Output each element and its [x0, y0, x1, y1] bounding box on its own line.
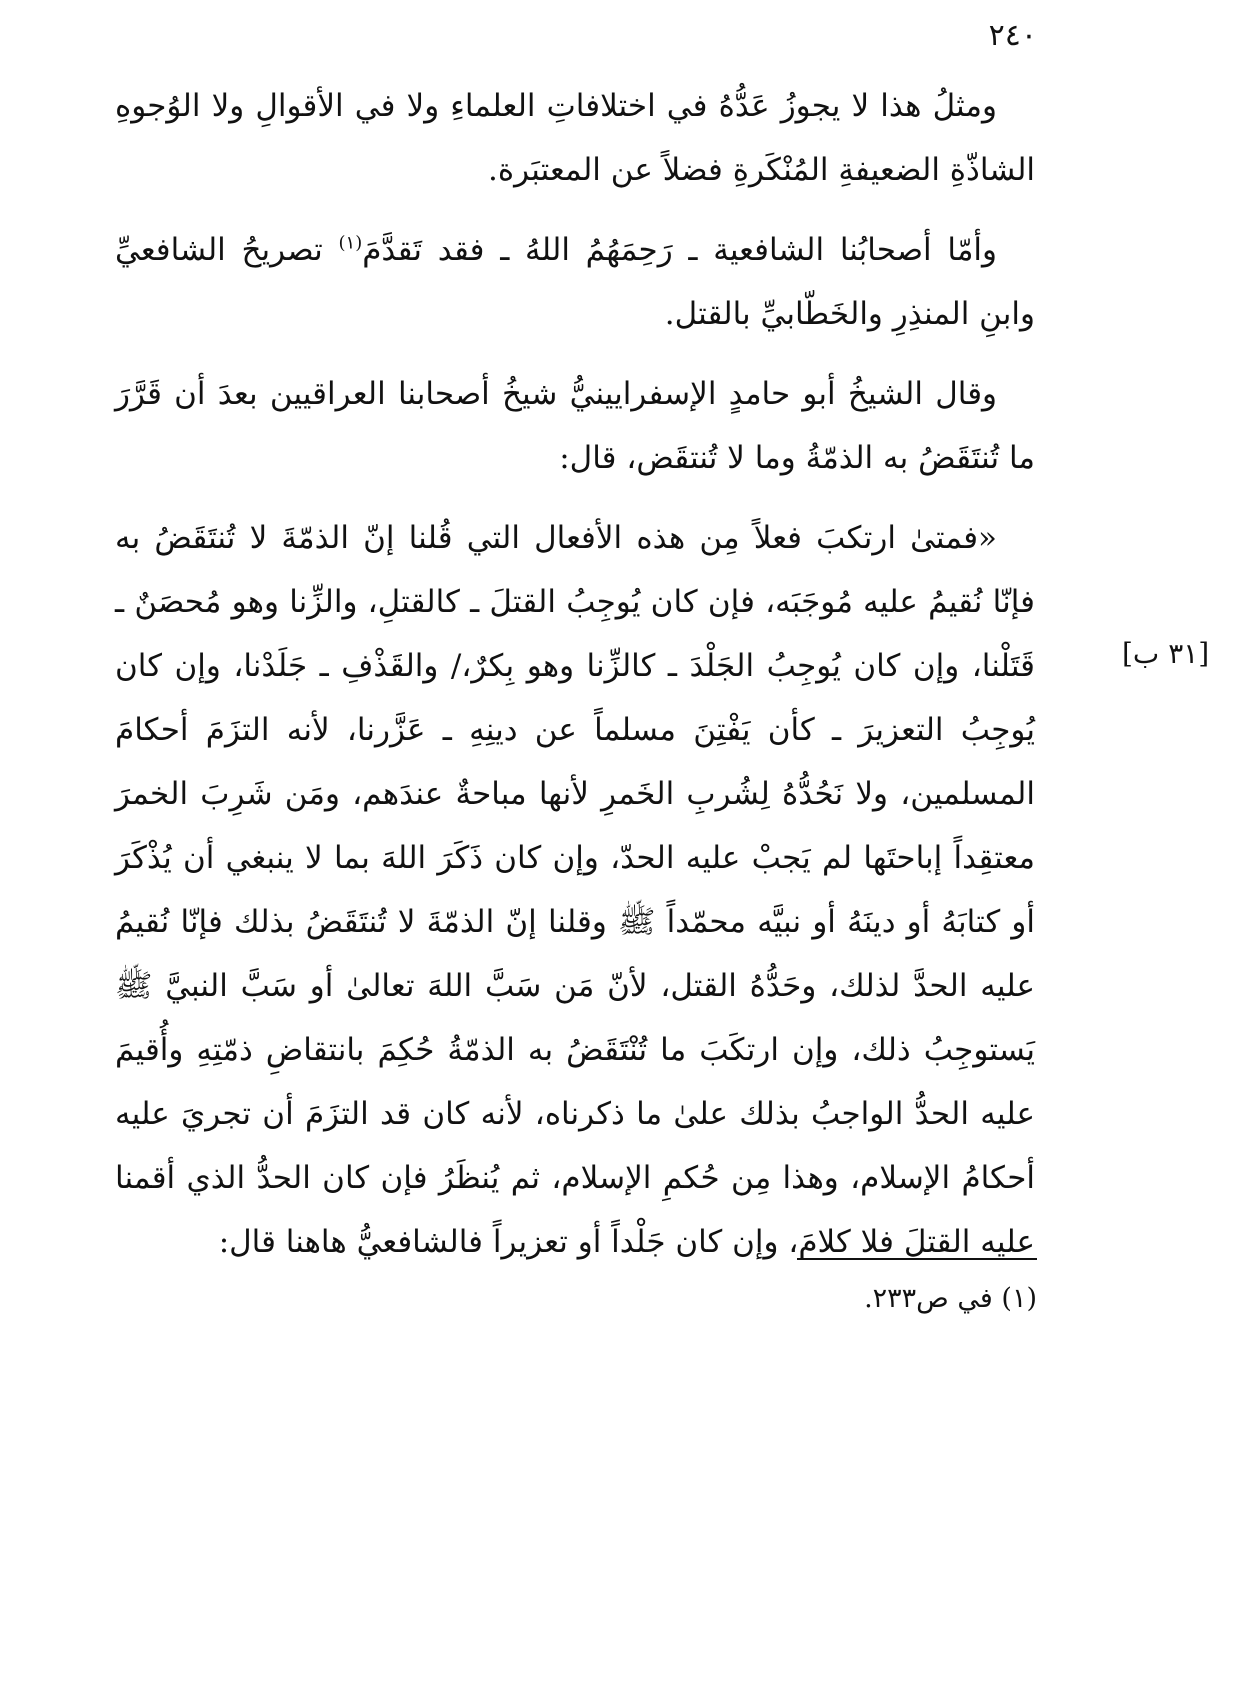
paragraph-text-part: تصريحُ الشافعيِّ وابنِ المنذِرِ والخَطّابيِّ بالقتل.	[115, 232, 1035, 332]
paragraph-text: «فمتىٰ ارتكبَ فعلاً مِن هذه الأفعال التي قُلنا إنّ الذمّةَ لا تُنتَقَضُ به فإنّا نُقيمُ عليه مُوجَبَه، فإن كان يُوجِبُ القتلَ ـ كالقتلِ، والزِّنا وهو مُحصَنٌ ـ قَتَلْنا، وإن كان يُوجِبُ الجَلْدَ ـ كالزِّنا وهو بِكرٌ،/ والقَذْفِ ـ جَلَدْنا، وإن كان يُوجِبُ التعزيرَ ـ كأن يَفْتِنَ مسلماً عن دينِهِ ـ عَزَّرنا، لأنه التزَمَ أحكامَ المسلمين، ولا نَحُدُّهُ لِشُربِ الخَمرِ لأنها مباحةٌ عندَهم، ومَن شَرِبَ الخمرَ معتقِداً إباحتَها لم يَجبْ عليه الحدّ، وإن كان ذَكَرَ اللهَ بما لا ينبغي أن يُذْكَرَ أو كتابَهُ أو دينَهُ أو نبيَّه محمّداً ﷺ وقلنا إنّ الذمّةَ لا تُنتَقَضُ بذلك فإنّا نُقيمُ عليه الحدَّ لذلك، وحَدُّهُ القتل، لأنّ مَن سَبَّ اللهَ تعالىٰ أو سَبَّ النبيَّ ﷺ يَستوجِبُ ذلك، وإن ارتكَبَ ما تُنْتَقَضُ به الذمّةُ حُكِمَ بانتقاضِ ذمّتِهِ وأُقيمَ عليه الحدُّ الواجبُ بذلك علىٰ ما ذكرناه، لأنه كان قد التزَمَ أن تجريَ عليه أحكامُ الإسلام، وهذا مِن حُكمِ الإسلام، ثم يُنظَرُ فإن كان الحدُّ الذي أقمنا عليه القتلَ فلا كلامَ، وإن كان جَلْداً أو تعزيراً فالشافعيُّ هاهنا قال:	[115, 520, 1035, 1260]
paragraph-text-part: وأمّا أصحابُنا الشافعية ـ رَحِمَهُمُ اللهُ ـ فقد تَقدَّمَ	[362, 232, 998, 268]
page-number: ٢٤٠	[988, 18, 1037, 53]
footnote-divider	[797, 1258, 1037, 1260]
manuscript-folio-marker: [٣١ ب]	[1122, 637, 1210, 670]
paragraph-3	[115, 362, 1035, 490]
paragraph-1	[115, 74, 1035, 202]
paragraph-text: وقال الشيخُ أبو حامدٍ الإسفرايينيُّ شيخُ أصحابنا العراقيين بعدَ أن قَرَّرَ ما تُنتَقَضُ به الذمّةُ وما لا تُنتقَض، قال:	[115, 376, 1035, 476]
paragraph-4-quote	[115, 506, 1035, 1274]
footnote-reference[interactable]: (١)	[338, 232, 363, 254]
paragraph-text: ومثلُ هذا لا يجوزُ عَدُّهُ في اختلافاتِ العلماءِ ولا في الأقوالِ ولا الوُجوهِ الشاذّةِ الضعيفةِ المُنْكَرةِ فضلاً عن المعتبَرة.	[115, 88, 1035, 188]
paragraph-2	[115, 218, 1035, 346]
footnote: (١) في ص٢٣٣.	[864, 1283, 1037, 1314]
paragraph-text	[115, 218, 1035, 346]
